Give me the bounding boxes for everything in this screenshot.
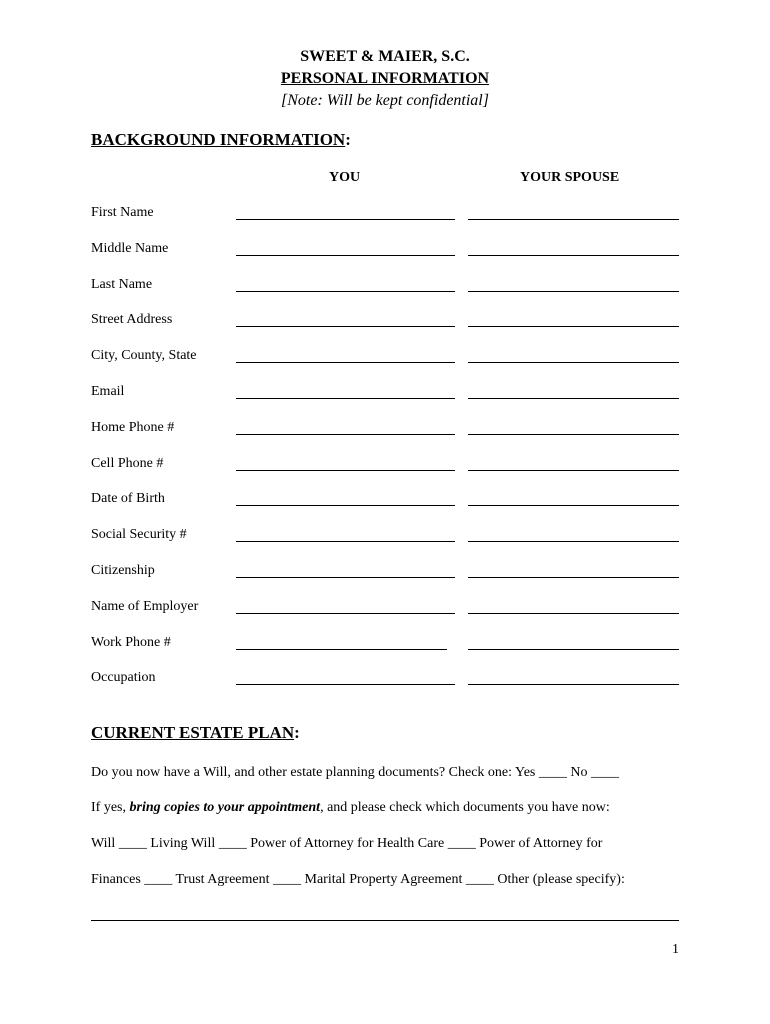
- field-label: Social Security #: [91, 527, 187, 542]
- field-row: [0, 563, 770, 583]
- you-input-line[interactable]: [236, 362, 455, 363]
- title-block: [0, 46, 770, 112]
- background-heading-text: BACKGROUND INFORMATION: [91, 130, 346, 149]
- spouse-input-line[interactable]: [468, 362, 679, 363]
- confidential-note: [Note: Will be kept confidential]: [281, 92, 489, 109]
- spouse-input-line[interactable]: [468, 505, 679, 506]
- you-input-line[interactable]: [236, 649, 447, 650]
- estate-heading-colon: :: [294, 723, 300, 742]
- column-header-spouse: YOUR SPOUSE: [520, 170, 620, 185]
- field-row: [0, 491, 770, 511]
- spouse-input-line[interactable]: [468, 470, 679, 471]
- spouse-input-line[interactable]: [468, 255, 679, 256]
- field-label: Email: [91, 384, 125, 399]
- you-input-line[interactable]: [236, 291, 455, 292]
- documents-instruction-emphasis: bring copies to your appointment: [129, 800, 321, 815]
- field-label: Name of Employer: [91, 599, 199, 614]
- field-row: [0, 277, 770, 297]
- field-label: Work Phone #: [91, 635, 171, 650]
- field-label: Middle Name: [91, 241, 169, 256]
- estate-heading-text: CURRENT ESTATE PLAN: [91, 723, 295, 742]
- background-heading-colon: :: [345, 130, 351, 149]
- other-specify-field[interactable]: [91, 920, 679, 921]
- documents-instruction: [91, 800, 610, 816]
- field-row: [0, 670, 770, 690]
- field-row: [0, 348, 770, 368]
- you-input-line[interactable]: [236, 577, 455, 578]
- spouse-input-line[interactable]: [468, 291, 679, 292]
- you-input-line[interactable]: [236, 255, 455, 256]
- spouse-input-line[interactable]: [468, 684, 679, 685]
- spouse-input-line[interactable]: [468, 326, 679, 327]
- field-label: First Name: [91, 205, 154, 220]
- field-row: [0, 527, 770, 547]
- you-input-line[interactable]: [236, 398, 455, 399]
- spouse-input-line[interactable]: [468, 434, 679, 435]
- will-question[interactable]: Do you now have a Will, and other estate planning documents? Check one: Yes ____ No ____: [91, 765, 619, 780]
- you-input-line[interactable]: [236, 326, 455, 327]
- estate-heading: [91, 723, 300, 743]
- field-label: Cell Phone #: [91, 456, 164, 471]
- you-input-line[interactable]: [236, 219, 455, 220]
- field-label: Occupation: [91, 670, 156, 685]
- background-heading: [91, 130, 351, 150]
- field-row: [0, 241, 770, 261]
- column-header-you: YOU: [329, 170, 361, 185]
- documents-instruction-suffix: , and please check which documents you have now:: [320, 800, 610, 815]
- field-label: Date of Birth: [91, 491, 165, 506]
- field-row: [0, 635, 770, 655]
- field-row: [0, 599, 770, 619]
- you-input-line[interactable]: [236, 613, 455, 614]
- field-label: City, County, State: [91, 348, 197, 363]
- spouse-input-line[interactable]: [468, 219, 679, 220]
- spouse-input-line[interactable]: [468, 577, 679, 578]
- field-label: Last Name: [91, 277, 153, 292]
- spouse-input-line[interactable]: [468, 398, 679, 399]
- field-row: [0, 456, 770, 476]
- document-title: PERSONAL INFORMATION: [280, 70, 490, 87]
- you-input-line[interactable]: [236, 541, 455, 542]
- documents-instruction-prefix: If yes,: [91, 800, 130, 815]
- field-label: Home Phone #: [91, 420, 175, 435]
- spouse-input-line[interactable]: [468, 613, 679, 614]
- spouse-input-line[interactable]: [468, 541, 679, 542]
- firm-name: SWEET & MAIER, S.C.: [300, 48, 470, 65]
- documents-checklist-line-2[interactable]: Finances ____ Trust Agreement ____ Marital Property Agreement ____ Other (please specify):: [91, 872, 625, 887]
- field-row: [0, 384, 770, 404]
- you-input-line[interactable]: [236, 434, 455, 435]
- field-row: [0, 420, 770, 440]
- field-label: Citizenship: [91, 563, 155, 578]
- you-input-line[interactable]: [236, 470, 455, 471]
- documents-checklist-line-1[interactable]: Will ____ Living Will ____ Power of Attorney for Health Care ____ Power of Attorney for: [91, 836, 603, 851]
- page-number: 1: [672, 942, 679, 957]
- field-label: Street Address: [91, 312, 173, 327]
- you-input-line[interactable]: [236, 505, 455, 506]
- field-row: [0, 205, 770, 225]
- field-row: [0, 312, 770, 332]
- spouse-input-line[interactable]: [468, 649, 679, 650]
- you-input-line[interactable]: [236, 684, 455, 685]
